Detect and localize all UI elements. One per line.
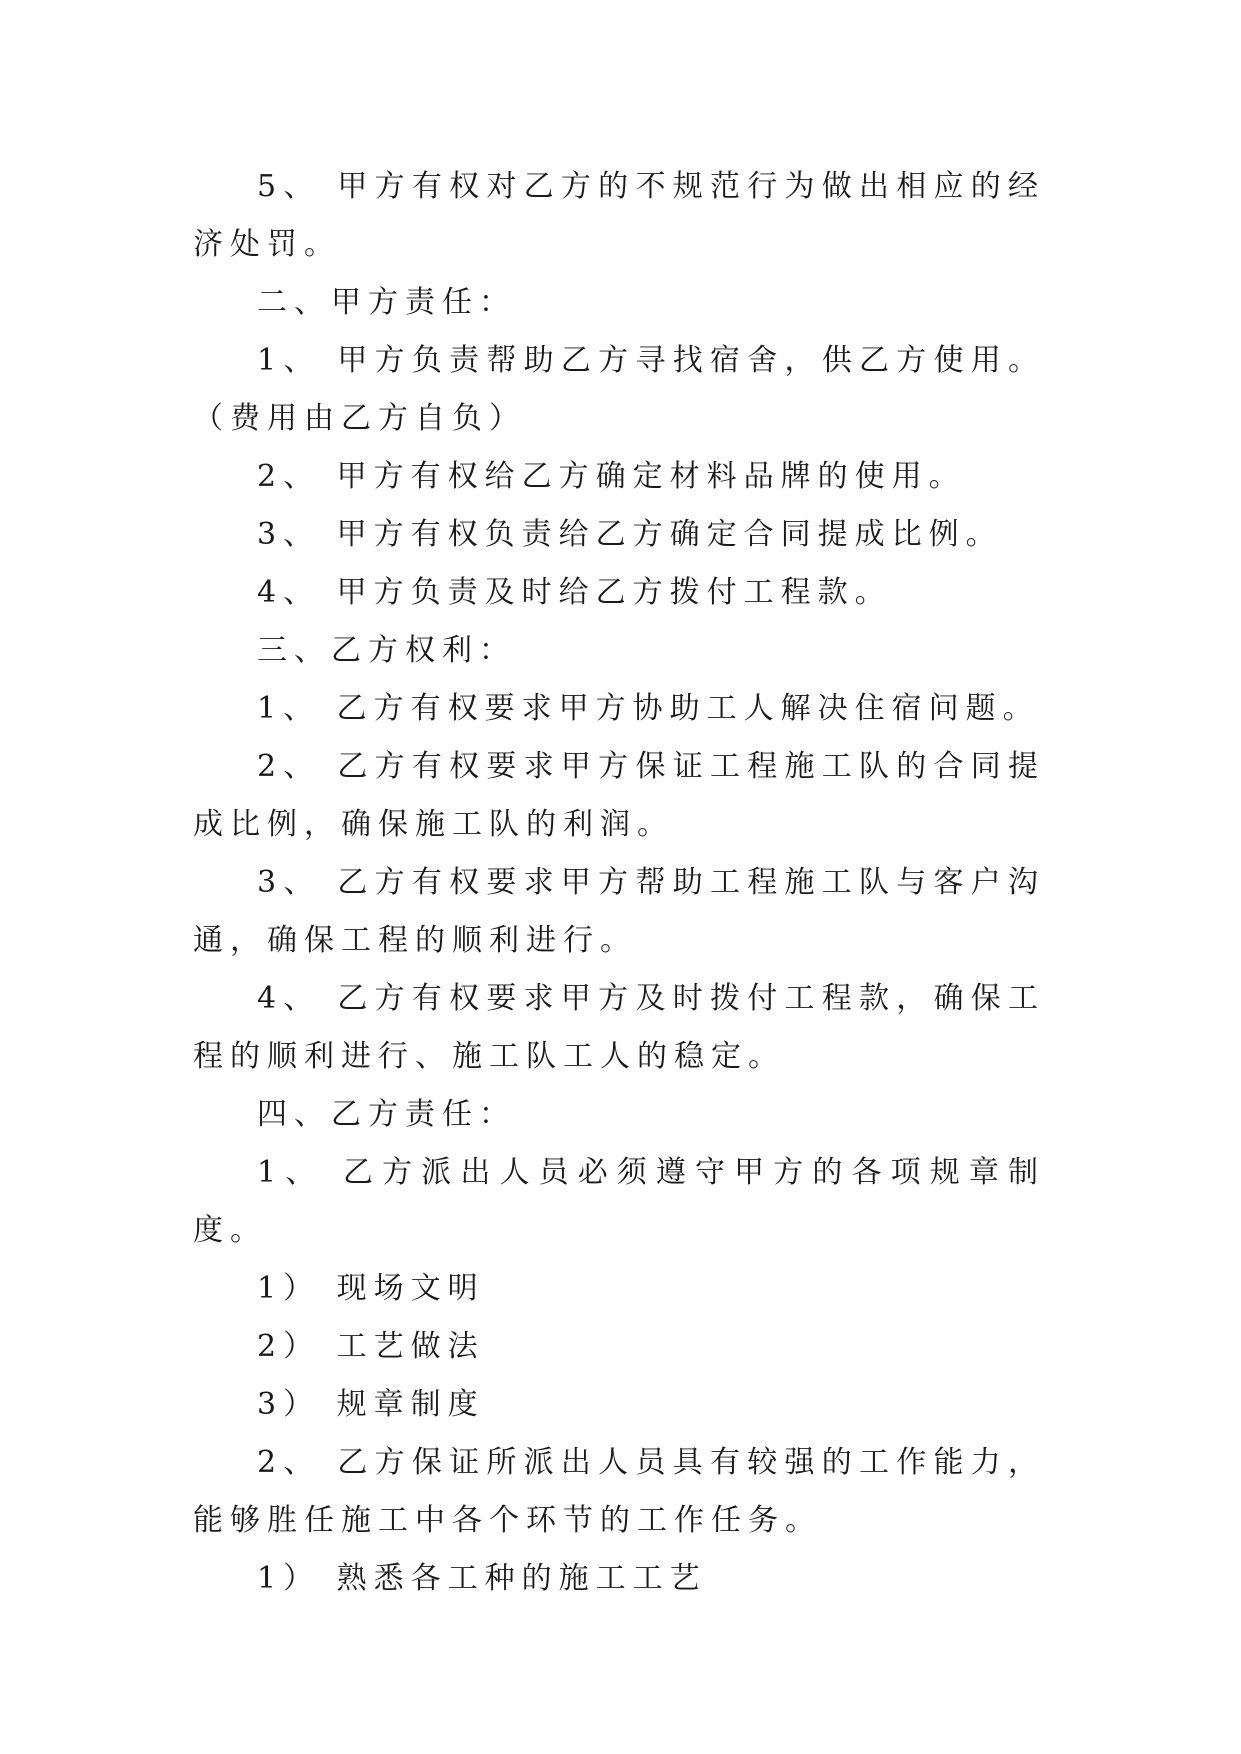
paragraph: 1、 乙方有权要求甲方协助工人解决住宿问题。 bbox=[257, 691, 1040, 726]
paragraph: 3、 甲方有权负责给乙方确定合同提成比例。 bbox=[257, 517, 1003, 552]
paragraph: 2、 甲方有权给乙方确定材料品牌的使用。 bbox=[257, 459, 966, 494]
section-heading: 四、乙方责任： bbox=[257, 1097, 516, 1132]
paragraph: 2、 乙方保证所派出人员具有较强的工作能力，能够胜任施工中各个环节的工作任务。 bbox=[193, 1445, 1045, 1538]
paragraph: 4、 乙方有权要求甲方及时拨付工程款，确保工程的顺利进行、施工队工人的稳定。 bbox=[193, 981, 1045, 1074]
sub-item: 3） 规章制度 bbox=[257, 1387, 485, 1422]
paragraph: 3、 乙方有权要求甲方帮助工程施工队与客户沟通，确保工程的顺利进行。 bbox=[193, 865, 1045, 958]
sub-item: 1） 现场文明 bbox=[257, 1271, 485, 1306]
paragraph: 5、 甲方有权对乙方的不规范行为做出相应的经济处罚。 bbox=[193, 169, 1045, 262]
sub-item: 2） 工艺做法 bbox=[257, 1329, 485, 1364]
document-body bbox=[193, 158, 1045, 1608]
section-heading: 三、乙方权利： bbox=[257, 633, 516, 668]
paragraph: 1、 乙方派出人员必须遵守甲方的各项规章制度。 bbox=[193, 1155, 1045, 1248]
paragraph: 1、 甲方负责帮助乙方寻找宿舍，供乙方使用。（费用由乙方自负） bbox=[193, 343, 1045, 436]
sub-item: 1） 熟悉各工种的施工工艺 bbox=[257, 1561, 707, 1596]
paragraph: 4、 甲方负责及时给乙方拨付工程款。 bbox=[257, 575, 892, 610]
section-heading: 二、甲方责任： bbox=[257, 285, 516, 320]
paragraph: 2、 乙方有权要求甲方保证工程施工队的合同提成比例，确保施工队的利润。 bbox=[193, 749, 1045, 842]
